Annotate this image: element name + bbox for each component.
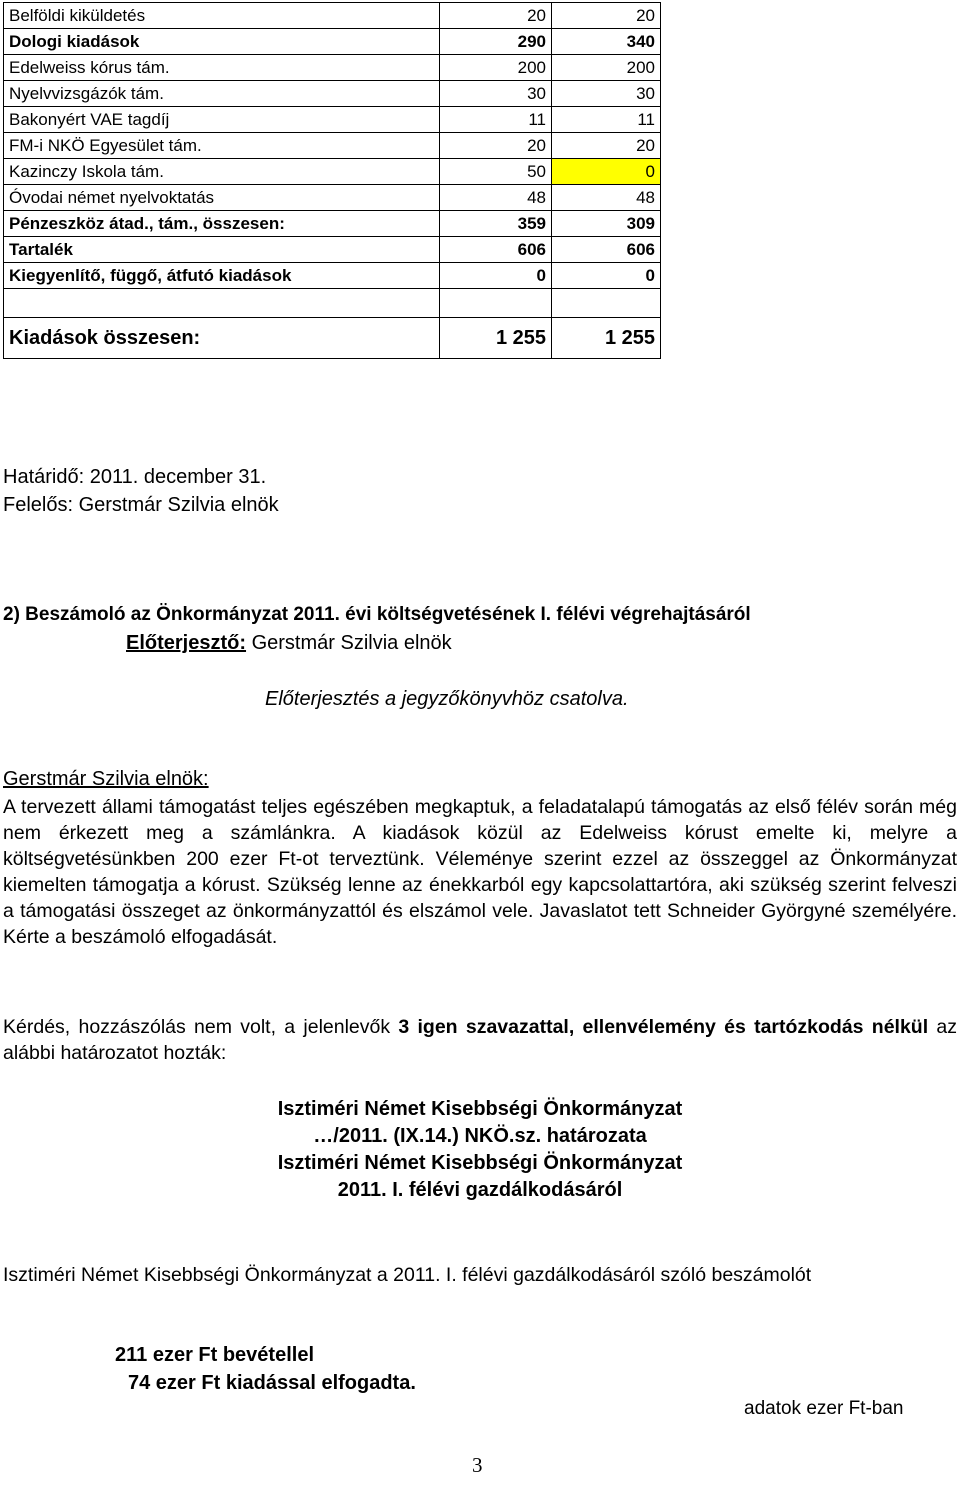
resolution-heading-line: Isztiméri Német Kisebbségi Önkormányzat bbox=[277, 1152, 683, 1174]
speaker-name: Gerstmár Szilvia elnök: bbox=[3, 768, 209, 790]
row-value-1: 30 bbox=[440, 81, 552, 107]
vote-text-bold: 3 igen szavazattal, ellenvélemény és tartózkodás nélkül bbox=[398, 1016, 929, 1038]
row-label: Nyelvvizsgázók tám. bbox=[4, 81, 440, 107]
resolution-heading-line: …/2011. (IX.14.) NKÖ.sz. határozata bbox=[313, 1125, 647, 1147]
resolution-text: Isztiméri Német Kisebbségi Önkormányzat a 2011. I. félévi gazdálkodásáról szóló beszámolót bbox=[3, 1264, 812, 1286]
table-row bbox=[4, 81, 661, 107]
row-value-1: 359 bbox=[440, 211, 552, 237]
row-value-2: 309 bbox=[552, 211, 661, 237]
budget-table bbox=[3, 2, 661, 359]
row-label: Pénzeszköz átad., tám., összesen: bbox=[4, 211, 440, 237]
row-value-1: 48 bbox=[440, 185, 552, 211]
row-value-1: 20 bbox=[440, 133, 552, 159]
table-row bbox=[4, 237, 661, 263]
row-value-1: 11 bbox=[440, 107, 552, 133]
row-value-2: 20 bbox=[552, 3, 661, 29]
table-row bbox=[4, 211, 661, 237]
table-row bbox=[4, 159, 661, 185]
table-spacer-row bbox=[4, 289, 661, 318]
row-value-2: 30 bbox=[552, 81, 661, 107]
row-label: FM-i NKÖ Egyesület tám. bbox=[4, 133, 440, 159]
total-label: Kiadások összesen: bbox=[4, 318, 440, 359]
row-value-1: 50 bbox=[440, 159, 552, 185]
agenda-item-title: 2) Beszámoló az Önkormányzat 2011. évi költségvetésének I. félévi végrehajtásáról bbox=[3, 604, 751, 625]
table-row bbox=[4, 263, 661, 289]
row-value-2: 606 bbox=[552, 237, 661, 263]
total-row bbox=[4, 318, 661, 359]
presenter-name: Gerstmár Szilvia elnök bbox=[246, 632, 452, 654]
row-value-1: 290 bbox=[440, 29, 552, 55]
row-value-2: 20 bbox=[552, 133, 661, 159]
row-value-2: 48 bbox=[552, 185, 661, 211]
vote-text-3: az alábbi határozatot hozták: bbox=[3, 1016, 958, 1064]
units-note: adatok ezer Ft-ban bbox=[744, 1398, 904, 1419]
table-row bbox=[4, 133, 661, 159]
row-value-2: 0 bbox=[552, 263, 661, 289]
deadline: Határidő: 2011. december 31. bbox=[3, 466, 267, 488]
total-value-2: 1 255 bbox=[552, 318, 661, 359]
presenter-label: Előterjesztő: bbox=[126, 632, 247, 654]
expense-line: 74 ezer Ft kiadással elfogadta. bbox=[128, 1372, 416, 1394]
total-value-1: 1 255 bbox=[440, 318, 552, 359]
empty-cell bbox=[440, 289, 552, 318]
empty-cell bbox=[4, 289, 440, 318]
table-row bbox=[4, 3, 661, 29]
row-value-1: 200 bbox=[440, 55, 552, 81]
row-value-1: 606 bbox=[440, 237, 552, 263]
row-label: Bakonyért VAE tagdíj bbox=[4, 107, 440, 133]
presenter-line bbox=[126, 632, 452, 655]
attachment-note: Előterjesztés a jegyzőkönyvhöz csatolva. bbox=[265, 688, 629, 710]
table-row bbox=[4, 29, 661, 55]
row-label: Kazinczy Iskola tám. bbox=[4, 159, 440, 185]
row-label: Kiegyenlítő, függő, átfutó kiadások bbox=[4, 263, 440, 289]
empty-cell bbox=[552, 289, 661, 318]
row-label: Belföldi kiküldetés bbox=[4, 3, 440, 29]
table-row bbox=[4, 107, 661, 133]
row-label: Edelweiss kórus tám. bbox=[4, 55, 440, 81]
row-value-2: 0 bbox=[552, 159, 661, 185]
revenue-line: 211 ezer Ft bevétellel bbox=[115, 1344, 315, 1366]
speech-text: A tervezett állami támogatást teljes egészében megkaptuk, a feladatalapú támogatás az első félév során még nem érkezett meg a számlánkra. A kiadások közül az Edelweiss kórust emelte ki, melyre a költségvetésünkben 200 ezer Ft-ot terveztünk. Véleménye szerint ezzel az összeggel az Önkormányzat kiemelten támogatja a kórust. Szükség lenne az énekkarból egy kapcsolattartóra, aki szükség szerint felveszi a támogatási összeget az önkormányzattól és elszámol vele. Javaslatot tett Schneider Györgyné személyére. Kérte a beszámoló elfogadását. bbox=[3, 796, 957, 948]
table-row bbox=[4, 185, 661, 211]
row-label: Óvodai német nyelvoktatás bbox=[4, 185, 440, 211]
row-value-1: 0 bbox=[440, 263, 552, 289]
page-number: 3 bbox=[472, 1453, 483, 1477]
row-value-2: 11 bbox=[552, 107, 661, 133]
row-label: Dologi kiadások bbox=[4, 29, 440, 55]
row-value-2: 200 bbox=[552, 55, 661, 81]
budget-table-body bbox=[4, 3, 661, 359]
responsible: Felelős: Gerstmár Szilvia elnök bbox=[3, 494, 279, 516]
vote-paragraph bbox=[3, 1014, 957, 1066]
resolution-heading bbox=[0, 1096, 960, 1204]
row-value-1: 20 bbox=[440, 3, 552, 29]
resolution-heading-line: Isztiméri Német Kisebbségi Önkormányzat bbox=[277, 1098, 683, 1120]
vote-text-1: Kérdés, hozzászólás nem volt, a jelenlevők bbox=[3, 1016, 399, 1038]
resolution-heading-line: 2011. I. félévi gazdálkodásáról bbox=[337, 1179, 623, 1201]
row-value-2: 340 bbox=[552, 29, 661, 55]
table-row bbox=[4, 55, 661, 81]
row-label: Tartalék bbox=[4, 237, 440, 263]
